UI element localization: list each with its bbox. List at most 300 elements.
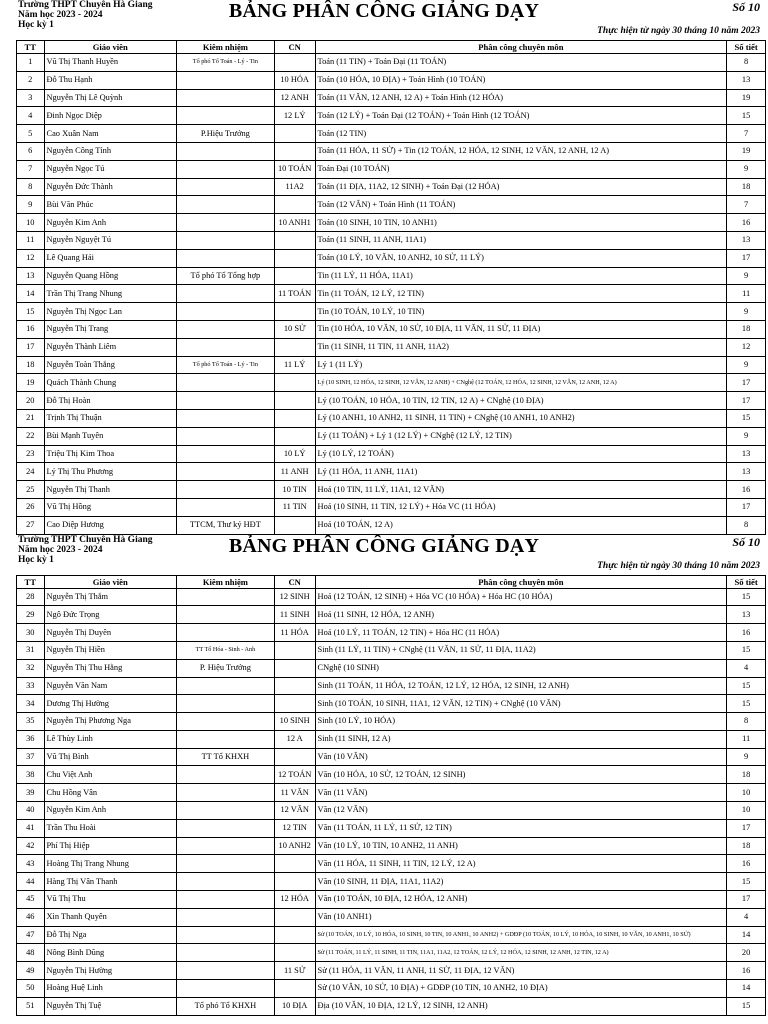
page-header — [4, 0, 764, 40]
cell-tt: 23 — [17, 445, 45, 463]
cell-role — [176, 392, 274, 410]
cell-periods: 8 — [727, 516, 766, 534]
cell-tt: 6 — [17, 142, 45, 160]
table-row — [17, 214, 766, 232]
cell-periods: 16 — [727, 962, 766, 980]
table-row — [17, 160, 766, 178]
effective-date: Thực hiện từ ngày 30 tháng 10 năm 2023 — [597, 560, 760, 571]
cell-periods: 15 — [727, 873, 766, 891]
document-number: Số 10 — [732, 0, 760, 14]
cell-role — [176, 926, 274, 944]
table-row — [17, 427, 766, 445]
cell-homeroom — [274, 267, 315, 285]
cell-homeroom — [274, 409, 315, 427]
cell-periods: 12 — [727, 338, 766, 356]
cell-tt: 2 — [17, 71, 45, 89]
cell-tt: 49 — [17, 962, 45, 980]
cell-assignment: Toán (10 SINH, 10 TIN, 10 ANH1) — [315, 214, 727, 232]
table-row — [17, 54, 766, 72]
cell-homeroom — [274, 908, 315, 926]
cell-teacher: Dương Thị Hường — [44, 695, 176, 713]
table-row — [17, 89, 766, 107]
cell-periods: 19 — [727, 89, 766, 107]
cell-teacher: Nguyễn Thị Tuệ — [44, 997, 176, 1015]
table-row — [17, 873, 766, 891]
column-header-tt: TT — [17, 575, 45, 588]
cell-homeroom — [274, 926, 315, 944]
document-number: Số 10 — [732, 534, 760, 549]
cell-role — [176, 338, 274, 356]
cell-assignment: Sinh (10 TOÁN, 10 SINH, 11A1, 12 VĂN, 12 TIN) + CNghệ (10 VĂN) — [315, 695, 727, 713]
cell-periods: 18 — [727, 766, 766, 784]
cell-role — [176, 89, 274, 107]
cell-tt: 12 — [17, 249, 45, 267]
cell-tt: 40 — [17, 802, 45, 820]
cell-periods: 11 — [727, 730, 766, 748]
cell-tt: 31 — [17, 641, 45, 659]
table-row — [17, 713, 766, 731]
table-row — [17, 908, 766, 926]
cell-teacher: Nguyễn Thị Trang — [44, 320, 176, 338]
cell-tt: 1 — [17, 54, 45, 72]
cell-assignment: Sử (11 TOÁN, 11 LÝ, 11 SINH, 11 TIN, 11A1, 11A2, 12 TOÁN, 12 LÝ, 12 HÓA, 12 SINH, 12 ANH, 12 TIN, 12 A) — [315, 944, 727, 962]
column-header-tt: TT — [17, 41, 45, 54]
cell-tt: 33 — [17, 677, 45, 695]
cell-tt: 46 — [17, 908, 45, 926]
semester: Học kỳ 1 — [18, 554, 54, 565]
cell-homeroom — [274, 944, 315, 962]
table-row — [17, 837, 766, 855]
cell-homeroom: 10 SINH — [274, 713, 315, 731]
cell-tt: 19 — [17, 374, 45, 392]
cell-periods: 16 — [727, 481, 766, 499]
cell-assignment: Lý (11 HÓA, 11 ANH, 11A1) — [315, 463, 727, 481]
cell-homeroom: 11 SỬ — [274, 962, 315, 980]
cell-teacher: Nguyễn Thị Ngọc Lan — [44, 303, 176, 321]
cell-role — [176, 285, 274, 303]
cell-teacher: Ngô Đức Trọng — [44, 606, 176, 624]
cell-assignment: Văn (11 HÓA, 11 SINH, 11 TIN, 12 LÝ, 12 A) — [315, 855, 727, 873]
cell-homeroom: 12 LÝ — [274, 107, 315, 125]
cell-periods: 13 — [727, 606, 766, 624]
cell-assignment: Tin (11 SINH, 11 TIN, 11 ANH, 11A2) — [315, 338, 727, 356]
cell-teacher: Cao Diệp Hương — [44, 516, 176, 534]
table-row — [17, 107, 766, 125]
cell-periods: 4 — [727, 908, 766, 926]
cell-periods: 17 — [727, 498, 766, 516]
cell-assignment: Hoá (10 LÝ, 11 TOÁN, 12 TIN) + Hóa HC (11 HÓA) — [315, 624, 727, 642]
cell-homeroom — [274, 980, 315, 998]
cell-periods: 8 — [727, 54, 766, 72]
cell-teacher: Nguyễn Kim Anh — [44, 214, 176, 232]
column-header-role: Kiêm nhiệm — [176, 41, 274, 54]
cell-assignment: Sử (10 VĂN, 10 SỬ, 10 ĐỊA) + GDĐP (10 TIN, 10 ANH2, 10 ĐỊA) — [315, 980, 727, 998]
cell-teacher: Nguyễn Nguyệt Tú — [44, 231, 176, 249]
cell-teacher: Nguyễn Ngọc Tú — [44, 160, 176, 178]
cell-teacher: Vũ Thị Thu — [44, 891, 176, 909]
cell-role: Tổ phó Tổ KHXH — [176, 997, 274, 1015]
cell-assignment: Toán (11 SINH, 11 ANH, 11A1) — [315, 231, 727, 249]
cell-role — [176, 802, 274, 820]
table-row — [17, 142, 766, 160]
cell-periods: 7 — [727, 125, 766, 143]
cell-teacher: Vũ Thị Bình — [44, 748, 176, 766]
cell-homeroom: 10 LÝ — [274, 445, 315, 463]
cell-tt: 36 — [17, 730, 45, 748]
cell-role — [176, 606, 274, 624]
cell-periods: 15 — [727, 588, 766, 606]
cell-homeroom: 11 VĂN — [274, 784, 315, 802]
cell-assignment: Văn (12 VĂN) — [315, 802, 727, 820]
cell-assignment: Toán (11 ĐỊA, 11A2, 12 SINH) + Toán Đại (12 HÓA) — [315, 178, 727, 196]
table-row — [17, 338, 766, 356]
cell-role — [176, 837, 274, 855]
column-header-assignment: Phân công chuyên môn — [315, 41, 727, 54]
table-row — [17, 588, 766, 606]
cell-teacher: Nguyễn Thị Thu Hằng — [44, 659, 176, 677]
cell-homeroom — [274, 303, 315, 321]
cell-assignment: Sinh (10 LÝ, 10 HÓA) — [315, 713, 727, 731]
cell-teacher: Nguyễn Thị Thắm — [44, 588, 176, 606]
cell-homeroom — [274, 392, 315, 410]
cell-periods: 17 — [727, 392, 766, 410]
cell-homeroom — [274, 695, 315, 713]
cell-teacher: Hoàng Huệ Linh — [44, 980, 176, 998]
cell-teacher: Chu Việt Anh — [44, 766, 176, 784]
cell-periods: 17 — [727, 819, 766, 837]
cell-assignment: Văn (10 LÝ, 10 TIN, 10 ANH2, 11 ANH) — [315, 837, 727, 855]
cell-periods: 13 — [727, 231, 766, 249]
cell-teacher: Nguyễn Thị Hường — [44, 962, 176, 980]
column-header-role: Kiêm nhiệm — [176, 575, 274, 588]
table-row — [17, 891, 766, 909]
column-header-homeroom: CN — [274, 41, 315, 54]
cell-periods: 10 — [727, 802, 766, 820]
column-header-homeroom: CN — [274, 575, 315, 588]
cell-assignment: Sinh (11 TOÁN, 11 HÓA, 12 TOÁN, 12 LÝ, 12 HÓA, 12 SINH, 12 ANH) — [315, 677, 727, 695]
cell-homeroom: 10 ĐỊA — [274, 997, 315, 1015]
cell-periods: 15 — [727, 997, 766, 1015]
cell-role — [176, 962, 274, 980]
cell-tt: 44 — [17, 873, 45, 891]
column-header-teacher: Giáo viên — [44, 575, 176, 588]
cell-tt: 21 — [17, 409, 45, 427]
cell-assignment: Văn (10 ANH1) — [315, 908, 727, 926]
cell-role: Tổ phó Tổ Toán - Lý - Tin — [176, 54, 274, 72]
cell-teacher: Lê Thùy Linh — [44, 730, 176, 748]
cell-teacher: Nguyễn Toàn Thắng — [44, 356, 176, 374]
cell-teacher: Hoàng Thị Trang Nhung — [44, 855, 176, 873]
cell-teacher: Vũ Thị Thanh Huyền — [44, 54, 176, 72]
cell-role — [176, 196, 274, 214]
cell-homeroom: 12 SINH — [274, 588, 315, 606]
cell-assignment: Hoá (12 TOÁN, 12 SINH) + Hóa VC (10 HÓA) + Hóa HC (10 HÓA) — [315, 588, 727, 606]
cell-homeroom — [274, 641, 315, 659]
cell-role — [176, 249, 274, 267]
cell-role — [176, 463, 274, 481]
cell-teacher: Quách Thành Chung — [44, 374, 176, 392]
table-row — [17, 356, 766, 374]
cell-tt: 4 — [17, 107, 45, 125]
cell-role — [176, 231, 274, 249]
cell-role — [176, 677, 274, 695]
table-row — [17, 516, 766, 534]
cell-assignment: Sử (11 HÓA, 11 VĂN, 11 ANH, 11 SỬ, 11 ĐỊA, 12 VĂN) — [315, 962, 727, 980]
cell-role — [176, 214, 274, 232]
cell-tt: 27 — [17, 516, 45, 534]
cell-teacher: Bùi Văn Phúc — [44, 196, 176, 214]
cell-assignment: Sử (10 TOÁN, 10 LÝ, 10 HÓA, 10 SINH, 10 TIN, 10 ANH1, 10 ANH2) + GDĐP (10 TOÁN, 10 LÝ, 10 HÓA, 10 SINH, 10 VĂN, 10 ANH1, 10 SỬ) — [315, 926, 727, 944]
cell-periods: 16 — [727, 624, 766, 642]
assignment-table — [16, 575, 766, 1016]
cell-assignment: Toán (10 LÝ, 10 VĂN, 10 ANH2, 10 SỬ, 11 LÝ) — [315, 249, 727, 267]
cell-tt: 39 — [17, 784, 45, 802]
cell-periods: 9 — [727, 748, 766, 766]
cell-tt: 37 — [17, 748, 45, 766]
cell-teacher: Đỗ Thu Hạnh — [44, 71, 176, 89]
cell-assignment: Tin (11 TOÁN, 12 LÝ, 12 TIN) — [315, 285, 727, 303]
cell-role — [176, 178, 274, 196]
cell-homeroom: 12 HÓA — [274, 891, 315, 909]
cell-homeroom: 11 LÝ — [274, 356, 315, 374]
cell-assignment: Văn (11 VĂN) — [315, 784, 727, 802]
cell-homeroom — [274, 249, 315, 267]
cell-periods: 4 — [727, 659, 766, 677]
cell-homeroom: 10 ANH2 — [274, 837, 315, 855]
table-row — [17, 748, 766, 766]
cell-teacher: Nguyễn Thị Thanh — [44, 481, 176, 499]
cell-tt: 13 — [17, 267, 45, 285]
cell-tt: 10 — [17, 214, 45, 232]
cell-teacher: Trần Thu Hoài — [44, 819, 176, 837]
table-row — [17, 445, 766, 463]
cell-tt: 29 — [17, 606, 45, 624]
cell-homeroom: 10 TIN — [274, 481, 315, 499]
cell-tt: 47 — [17, 926, 45, 944]
table-row — [17, 303, 766, 321]
table-row — [17, 980, 766, 998]
cell-assignment: Tin (10 TOÁN, 10 LÝ, 10 TIN) — [315, 303, 727, 321]
cell-tt: 26 — [17, 498, 45, 516]
cell-tt: 25 — [17, 481, 45, 499]
column-header-assignment: Phân công chuyên môn — [315, 575, 727, 588]
table-row — [17, 659, 766, 677]
assignment-table — [16, 40, 766, 535]
cell-assignment: Toán (11 TIN) + Toán Đại (11 TOÁN) — [315, 54, 727, 72]
cell-periods: 17 — [727, 374, 766, 392]
school-name: Trường THPT Chuyên Hà Giang — [18, 534, 153, 545]
cell-role — [176, 374, 274, 392]
table-row — [17, 481, 766, 499]
cell-homeroom — [274, 231, 315, 249]
cell-tt: 11 — [17, 231, 45, 249]
cell-homeroom: 11A2 — [274, 178, 315, 196]
cell-role — [176, 498, 274, 516]
table-row — [17, 320, 766, 338]
cell-assignment: Văn (10 TOÁN, 10 ĐỊA, 12 HÓA, 12 ANH) — [315, 891, 727, 909]
cell-teacher: Nguyễn Thị Hiền — [44, 641, 176, 659]
cell-tt: 5 — [17, 125, 45, 143]
cell-periods: 13 — [727, 463, 766, 481]
cell-homeroom — [274, 873, 315, 891]
cell-role — [176, 409, 274, 427]
table-row — [17, 267, 766, 285]
cell-homeroom: 10 HÓA — [274, 71, 315, 89]
table-row — [17, 962, 766, 980]
cell-periods: 18 — [727, 320, 766, 338]
cell-role — [176, 71, 274, 89]
cell-tt: 18 — [17, 356, 45, 374]
cell-tt: 7 — [17, 160, 45, 178]
cell-tt: 15 — [17, 303, 45, 321]
cell-periods: 20 — [727, 944, 766, 962]
cell-role — [176, 784, 274, 802]
cell-periods: 9 — [727, 303, 766, 321]
cell-assignment: Hoá (10 SINH, 11 TIN, 12 LÝ) + Hóa VC (11 HÓA) — [315, 498, 727, 516]
cell-homeroom: 11 TOÁN — [274, 285, 315, 303]
cell-tt: 32 — [17, 659, 45, 677]
table-row — [17, 231, 766, 249]
cell-role — [176, 873, 274, 891]
cell-periods: 18 — [727, 837, 766, 855]
cell-role — [176, 142, 274, 160]
cell-role — [176, 445, 274, 463]
table-row — [17, 784, 766, 802]
cell-teacher: Vũ Thị Hồng — [44, 498, 176, 516]
cell-homeroom: 11 TIN — [274, 498, 315, 516]
cell-homeroom — [274, 196, 315, 214]
table-row — [17, 249, 766, 267]
cell-role — [176, 819, 274, 837]
cell-teacher: Triệu Thị Kim Thoa — [44, 445, 176, 463]
cell-assignment: Sinh (11 SINH, 12 A) — [315, 730, 727, 748]
cell-teacher: Nguyễn Kim Anh — [44, 802, 176, 820]
column-header-teacher: Giáo viên — [44, 41, 176, 54]
table-row — [17, 125, 766, 143]
cell-assignment: Tin (11 LÝ, 11 HÓA, 11A1) — [315, 267, 727, 285]
cell-assignment: CNghệ (10 SINH) — [315, 659, 727, 677]
cell-role — [176, 980, 274, 998]
cell-role — [176, 944, 274, 962]
table-row — [17, 285, 766, 303]
cell-tt: 16 — [17, 320, 45, 338]
cell-periods: 9 — [727, 356, 766, 374]
cell-role — [176, 320, 274, 338]
cell-role: TT Tổ Hóa - Sinh - Anh — [176, 641, 274, 659]
cell-teacher: Nguyễn Công Tỉnh — [44, 142, 176, 160]
cell-tt: 20 — [17, 392, 45, 410]
cell-homeroom — [274, 374, 315, 392]
cell-role — [176, 427, 274, 445]
cell-teacher: Nguyễn Quang Hồng — [44, 267, 176, 285]
table-header-row — [17, 575, 766, 588]
cell-teacher: Nguyễn Thị Duyên — [44, 624, 176, 642]
cell-teacher: Nguyễn Đức Thành — [44, 178, 176, 196]
cell-periods: 16 — [727, 855, 766, 873]
cell-teacher: Xìn Thanh Quyên — [44, 908, 176, 926]
table-row — [17, 409, 766, 427]
cell-assignment: Địa (10 VĂN, 10 ĐỊA, 12 LÝ, 12 SINH, 12 ANH) — [315, 997, 727, 1015]
cell-teacher: Hàng Thị Vân Thanh — [44, 873, 176, 891]
cell-tt: 3 — [17, 89, 45, 107]
table-row — [17, 766, 766, 784]
cell-periods: 13 — [727, 71, 766, 89]
school-year: Năm học 2023 - 2024 — [18, 10, 103, 20]
cell-role — [176, 107, 274, 125]
cell-periods: 15 — [727, 409, 766, 427]
cell-assignment: Toán (11 VĂN, 12 ANH, 12 A) + Toán Hình (12 HÓA) — [315, 89, 727, 107]
cell-teacher: Lý Thị Thu Phương — [44, 463, 176, 481]
cell-role: TTCM, Thư ký HĐT — [176, 516, 274, 534]
cell-homeroom: 11 HÓA — [274, 624, 315, 642]
cell-role — [176, 766, 274, 784]
table-header-row — [17, 41, 766, 54]
cell-tt: 8 — [17, 178, 45, 196]
table-row — [17, 997, 766, 1015]
cell-role — [176, 588, 274, 606]
table-row — [17, 196, 766, 214]
cell-tt: 9 — [17, 196, 45, 214]
table-row — [17, 802, 766, 820]
table-row — [17, 641, 766, 659]
cell-assignment: Lý 1 (11 LÝ) — [315, 356, 727, 374]
cell-assignment: Toán (10 HÓA, 10 ĐỊA) + Toán Hình (10 TOÁN) — [315, 71, 727, 89]
table-row — [17, 463, 766, 481]
table-row — [17, 178, 766, 196]
cell-assignment: Toán (12 VĂN) + Toán Hình (11 TOÁN) — [315, 196, 727, 214]
cell-periods: 9 — [727, 267, 766, 285]
cell-tt: 50 — [17, 980, 45, 998]
cell-assignment: Lý (10 SINH, 12 HÓA, 12 SINH, 12 VĂN, 12 ANH) + CNghệ (12 TOÁN, 12 HÓA, 12 SINH, 12 VĂN, 12 ANH, 12 A) — [315, 374, 727, 392]
cell-homeroom — [274, 855, 315, 873]
cell-tt: 14 — [17, 285, 45, 303]
cell-tt: 28 — [17, 588, 45, 606]
cell-assignment: Văn (11 TOÁN, 11 LÝ, 11 SỬ, 12 TIN) — [315, 819, 727, 837]
cell-homeroom: 12 TIN — [274, 819, 315, 837]
cell-tt: 42 — [17, 837, 45, 855]
cell-assignment: Tin (10 HÓA, 10 VĂN, 10 SỬ, 10 ĐỊA, 11 VĂN, 11 SỬ, 11 ĐỊA) — [315, 320, 727, 338]
cell-homeroom — [274, 748, 315, 766]
table-row — [17, 498, 766, 516]
table-row — [17, 677, 766, 695]
cell-teacher: Bùi Mạnh Tuyên — [44, 427, 176, 445]
cell-periods: 9 — [727, 160, 766, 178]
school-name: Trường THPT Chuyên Hà Giang — [18, 0, 153, 10]
cell-tt: 24 — [17, 463, 45, 481]
cell-teacher: Trịnh Thị Thuận — [44, 409, 176, 427]
cell-role: P.Hiệu Trưởng — [176, 125, 274, 143]
cell-assignment: Văn (10 SINH, 11 ĐỊA, 11A1, 11A2) — [315, 873, 727, 891]
cell-role — [176, 481, 274, 499]
cell-role — [176, 891, 274, 909]
cell-homeroom: 11 ANH — [274, 463, 315, 481]
column-header-periods: Số tiết — [727, 41, 766, 54]
cell-role — [176, 303, 274, 321]
cell-periods: 19 — [727, 142, 766, 160]
cell-homeroom: 12 TOÁN — [274, 766, 315, 784]
cell-role: Tổ phó Tổ Tổng hợp — [176, 267, 274, 285]
cell-assignment: Văn (10 HÓA, 10 SỬ, 12 TOÁN, 12 SINH) — [315, 766, 727, 784]
cell-periods: 15 — [727, 641, 766, 659]
cell-homeroom: 10 ANH1 — [274, 214, 315, 232]
cell-homeroom: 10 TOÁN — [274, 160, 315, 178]
cell-role: P. Hiệu Trưởng — [176, 659, 274, 677]
cell-periods: 8 — [727, 713, 766, 731]
cell-periods: 13 — [727, 445, 766, 463]
cell-homeroom — [274, 125, 315, 143]
cell-tt: 41 — [17, 819, 45, 837]
cell-periods: 15 — [727, 107, 766, 125]
